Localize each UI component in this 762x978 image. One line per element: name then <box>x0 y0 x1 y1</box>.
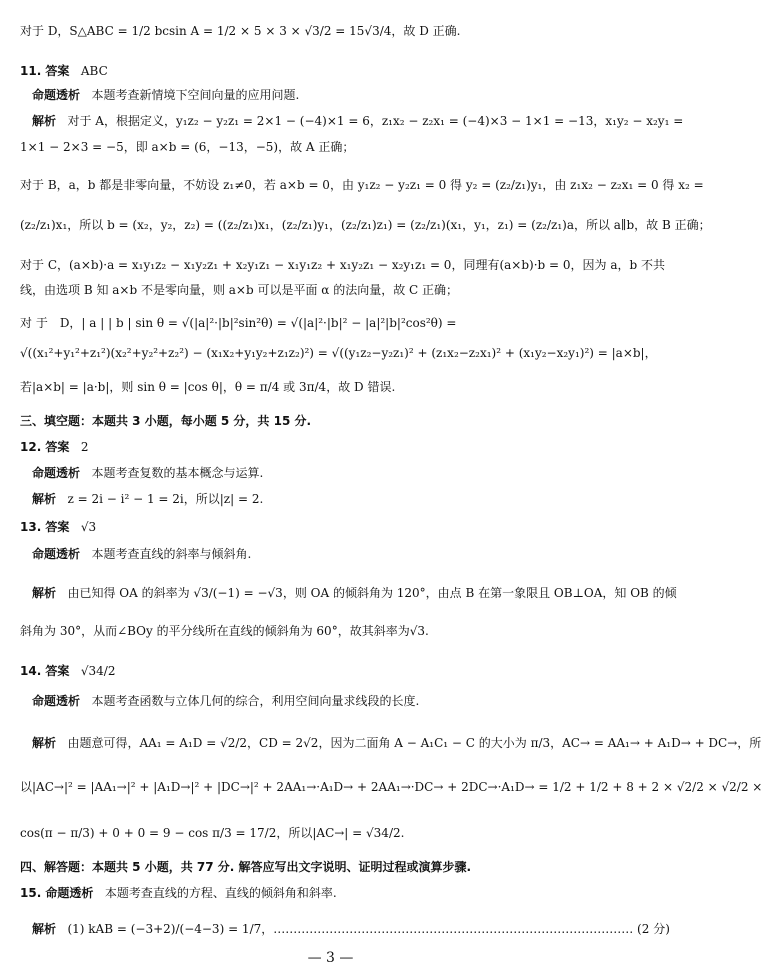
text-line <box>20 662 645 680</box>
text-line <box>20 281 645 299</box>
text-line <box>20 438 645 456</box>
page-number: — 3 — <box>307 950 354 966</box>
line-text: 斜角为 30°，从而∠BOy 的平分线所在直线的倾斜角为 60°，故其斜率为√3. <box>20 624 429 638</box>
line-text: 本题考查直线的方程、直线的倾斜角和斜率. <box>104 886 337 900</box>
text-line <box>20 518 645 536</box>
line-text: (z₂/z₁)x₁，所以 b = (x₂，y₂，z₂) = ((z₂/z₁)x₁，(z₂/z₁)y₁，(z₂/z₁)z₁) = (z₂/z₁)(x₁，y₁，z₁) = (z₂/z₁)a，所以 a∥b，故 B 正确； <box>20 218 711 232</box>
line-text: √3 <box>80 520 97 534</box>
text-line <box>32 464 645 482</box>
line-text: 对于 D，S△ABC = 1/2 bcsin A = 1/2 × 5 × 3 × √3/2 = 15√3/4，故 D 正确. <box>20 24 461 38</box>
text-line <box>20 344 657 362</box>
line-text: 以|AC→|² = |AA₁→|² + |A₁D→|² + |DC→|² + 2AA₁→·A₁D→ + 2AA₁→·DC→ + 2DC→·A₁D→ = 1/2 + 1/2 + 8 + 2 × √2/2 × √2/2 × <box>20 780 762 794</box>
line-text: 对 于 D，| a | | b | sin θ = √(|a|²·|b|²sin²θ) = √(|a|²·|b|² − |a|²|b|²cos²θ) = <box>20 316 457 330</box>
text-line <box>20 256 665 274</box>
line-text: 本题考查直线的斜率与倾斜角. <box>91 547 252 561</box>
line-text: 若|a×b| = |a·b|，则 sin θ = |cos θ|，θ = π/4 或 3π/4，故 D 错误. <box>20 380 396 394</box>
text-line <box>20 824 645 842</box>
text-line <box>20 176 704 194</box>
line-text: 1×1 − 2×3 = −5，即 a×b = (6，−13，−5)，故 A 正确； <box>20 140 355 154</box>
line-text: cos(π − π/3) + 0 + 0 = 9 − cos π/3 = 17/2，所以|AC→| = √34/2. <box>20 826 405 840</box>
line-text: √((x₁²+y₁²+z₁²)(x₂²+y₂²+z₂²) − (x₁x₂+y₁y₂+z₁z₂)²) = √((y₁z₂−y₂z₁)² + (z₁x₂−z₂x₁)² + (x₁y₂−x₂y₁)²) = |a×b|， <box>20 346 657 360</box>
line-text: 本题考查复数的基本概念与运算. <box>91 466 264 480</box>
section-heading: 三、填空题：本题共 3 小题，每小题 5 分，共 15 分. <box>20 414 312 428</box>
text-line <box>32 545 645 563</box>
line-text: 2 <box>80 440 89 454</box>
text-line <box>32 584 677 602</box>
line-label: 命题透析 <box>32 694 81 708</box>
line-text: 线，由选项 B 知 a×b 不是零向量，则 a×b 可以是平面 α 的法向量，故 C 正确； <box>20 283 459 297</box>
line-label: 命题透析 <box>32 88 81 102</box>
line-label: 命题透析 <box>32 547 81 561</box>
text-line <box>20 412 645 430</box>
line-label: 15. 命题透析 <box>20 886 94 900</box>
line-label: 13. 答案 <box>20 520 70 534</box>
line-label: 11. 答案 <box>20 64 70 78</box>
line-label: 解析 <box>32 736 57 750</box>
line-label: 12. 答案 <box>20 440 70 454</box>
text-line <box>32 734 762 752</box>
text-line <box>20 62 645 80</box>
text-line <box>32 692 645 710</box>
line-label: 解析 <box>32 922 57 936</box>
text-line <box>20 884 645 902</box>
text-line <box>20 216 711 234</box>
text-line <box>20 378 645 396</box>
line-text: √34/2 <box>80 664 116 678</box>
line-label: 解析 <box>32 114 57 128</box>
text-line <box>20 314 645 332</box>
line-label: 解析 <box>32 492 57 506</box>
line-text: 对于 C，(a×b)·a = x₁y₁z₂ − x₁y₂z₁ + x₂y₁z₁ − x₁y₁z₂ + x₁y₂z₁ − x₂y₁z₁ = 0，同理有(a×b)·b = 0，因为 a，b 不共 <box>20 258 665 272</box>
line-text: ABC <box>80 64 108 78</box>
line-text: 由已知得 OA 的斜率为 √3/(−1) = −√3，则 OA 的倾斜角为 120°，由点 B 在第一象限且 OB⊥OA，知 OB 的倾 <box>67 586 677 600</box>
text-line <box>32 920 670 938</box>
line-label: 命题透析 <box>32 466 81 480</box>
line-text: 对于 A，根据定义，y₁z₂ − y₂z₁ = 2×1 − (−4)×1 = 6，z₁x₂ − z₂x₁ = (−4)×3 − 1×1 = −13，x₁y₂ − x₂y₁ = <box>67 114 684 128</box>
line-text: 本题考查新情境下空间向量的应用问题. <box>91 88 300 102</box>
text-line <box>32 112 684 130</box>
line-label: 14. 答案 <box>20 664 70 678</box>
line-text: (1) kAB = (−3+2)/(−4−3) = 1/7，……………………………………………………………………………… (2 分) <box>67 922 670 936</box>
line-text: 本题考查函数与立体几何的综合，利用空间向量求线段的长度. <box>91 694 420 708</box>
line-text: 由题意可得，AA₁ = A₁D = √2/2，CD = 2√2，因为二面角 A − A₁C₁ − C 的大小为 π/3，AC→ = AA₁→ + A₁D→ + DC→，所 <box>67 736 762 750</box>
text-line <box>32 86 645 104</box>
section-heading: 四、解答题：本题共 5 小题，共 77 分. 解答应写出文字说明、证明过程或演算步骤. <box>20 860 472 874</box>
line-text: z = 2i − i² − 1 = 2i，所以|z| = 2. <box>67 492 264 506</box>
text-line <box>20 858 645 876</box>
text-line <box>20 138 645 156</box>
text-line <box>20 22 645 40</box>
line-text: 对于 B，a，b 都是非零向量，不妨设 z₁≠0，若 a×b = 0，由 y₁z₂ − y₂z₁ = 0 得 y₂ = (z₂/z₁)y₁，由 z₁x₂ − z₂x₁ = 0 得 x₂ = <box>20 178 704 192</box>
text-line <box>20 778 762 796</box>
text-line <box>32 490 645 508</box>
text-line <box>20 622 645 640</box>
line-label: 解析 <box>32 586 57 600</box>
